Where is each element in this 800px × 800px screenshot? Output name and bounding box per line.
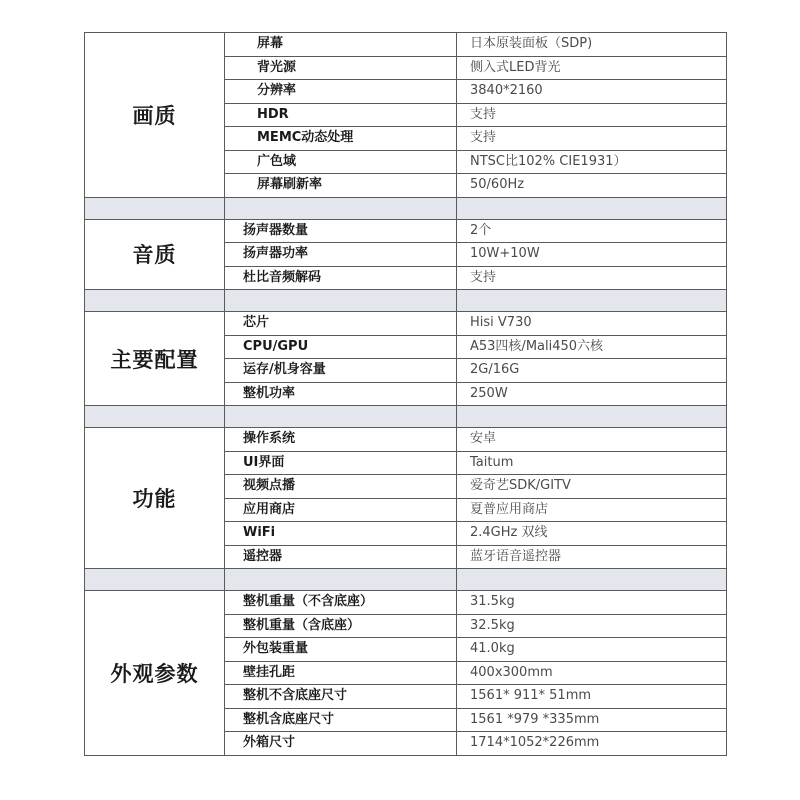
category-cell: 音质 — [85, 219, 225, 290]
spec-label: 壁挂孔距 — [225, 661, 457, 685]
spec-label: WiFi — [225, 522, 457, 546]
spec-row — [85, 33, 727, 57]
spec-label: 背光源 — [225, 56, 457, 80]
spec-value: 3840*2160 — [457, 80, 727, 104]
spec-label: 整机重量（含底座） — [225, 614, 457, 638]
spec-value: A53四核/Mali450六核 — [457, 335, 727, 359]
spec-row — [85, 219, 727, 243]
spec-label: 屏幕 — [225, 33, 457, 57]
spec-label: 外箱尺寸 — [225, 732, 457, 756]
section-separator — [85, 569, 727, 591]
spec-label: 视频点播 — [225, 475, 457, 499]
section-separator — [85, 406, 727, 428]
section-separator — [85, 290, 727, 312]
spec-value: 1561* 911* 51mm — [457, 685, 727, 709]
spec-value: 安卓 — [457, 428, 727, 452]
spec-label: 整机含底座尺寸 — [225, 708, 457, 732]
spec-value: 50/60Hz — [457, 174, 727, 198]
spec-value: 10W+10W — [457, 243, 727, 267]
spec-label: 遥控器 — [225, 545, 457, 569]
spec-row — [85, 591, 727, 615]
spec-label: UI界面 — [225, 451, 457, 475]
separator-cell — [225, 290, 457, 312]
spec-label: 扬声器数量 — [225, 219, 457, 243]
spec-label: CPU/GPU — [225, 335, 457, 359]
spec-value: 支持 — [457, 266, 727, 290]
spec-row — [85, 312, 727, 336]
spec-value: 250W — [457, 382, 727, 406]
spec-value: 1714*1052*226mm — [457, 732, 727, 756]
spec-value: 2个 — [457, 219, 727, 243]
separator-cell — [225, 406, 457, 428]
separator-cell — [457, 197, 727, 219]
separator-cell — [85, 569, 225, 591]
spec-value: Taitum — [457, 451, 727, 475]
spec-label: 整机不含底座尺寸 — [225, 685, 457, 709]
spec-label: HDR — [225, 103, 457, 127]
spec-value: 支持 — [457, 103, 727, 127]
spec-value: 爱奇艺SDK/GITV — [457, 475, 727, 499]
spec-value: 32.5kg — [457, 614, 727, 638]
spec-value: 侧入式LED背光 — [457, 56, 727, 80]
spec-value: 1561 *979 *335mm — [457, 708, 727, 732]
spec-label: 整机重量（不含底座） — [225, 591, 457, 615]
spec-value: 31.5kg — [457, 591, 727, 615]
spec-value: 夏普应用商店 — [457, 498, 727, 522]
spec-label: 屏幕刷新率 — [225, 174, 457, 198]
spec-value: 400x300mm — [457, 661, 727, 685]
spec-value: 蓝牙语音遥控器 — [457, 545, 727, 569]
category-cell: 主要配置 — [85, 312, 225, 406]
spec-label: 应用商店 — [225, 498, 457, 522]
spec-label: 整机功率 — [225, 382, 457, 406]
spec-value: 2.4GHz 双线 — [457, 522, 727, 546]
separator-cell — [457, 406, 727, 428]
spec-label: 广色域 — [225, 150, 457, 174]
spec-value: Hisi V730 — [457, 312, 727, 336]
spec-value: NTSC比102% CIE1931） — [457, 150, 727, 174]
spec-label: 杜比音频解码 — [225, 266, 457, 290]
spec-value: 41.0kg — [457, 638, 727, 662]
category-cell: 画质 — [85, 33, 225, 198]
separator-cell — [85, 197, 225, 219]
spec-label: 运存/机身容量 — [225, 359, 457, 383]
spec-table — [84, 32, 727, 756]
spec-label: 外包装重量 — [225, 638, 457, 662]
category-cell: 功能 — [85, 428, 225, 569]
spec-value: 支持 — [457, 127, 727, 151]
separator-cell — [225, 569, 457, 591]
spec-label: MEMC动态处理 — [225, 127, 457, 151]
separator-cell — [85, 406, 225, 428]
spec-label: 扬声器功率 — [225, 243, 457, 267]
section-separator — [85, 197, 727, 219]
spec-row — [85, 428, 727, 452]
spec-label: 芯片 — [225, 312, 457, 336]
spec-value: 日本原装面板（SDP) — [457, 33, 727, 57]
separator-cell — [225, 197, 457, 219]
spec-label: 操作系统 — [225, 428, 457, 452]
spec-value: 2G/16G — [457, 359, 727, 383]
spec-table-body — [85, 33, 727, 756]
separator-cell — [457, 290, 727, 312]
separator-cell — [85, 290, 225, 312]
separator-cell — [457, 569, 727, 591]
category-cell: 外观参数 — [85, 591, 225, 756]
spec-label: 分辨率 — [225, 80, 457, 104]
